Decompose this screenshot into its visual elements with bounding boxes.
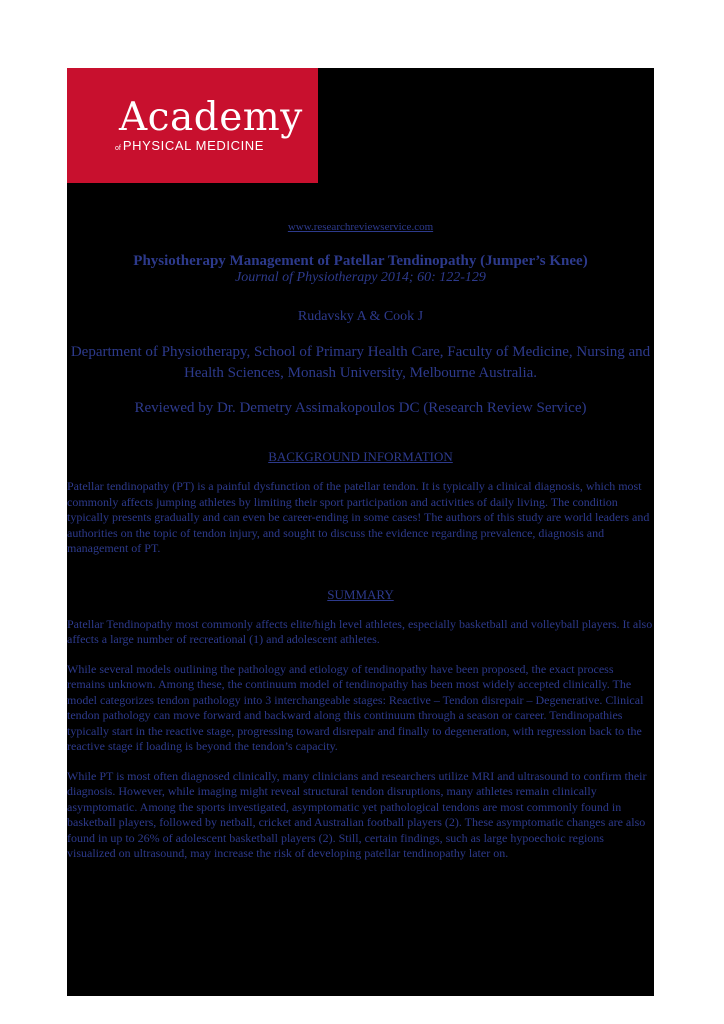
document-page [67,68,654,996]
authors: Rudavsky A & Cook J [297,309,424,324]
summary-paragraph-3: While PT is most often diagnosed clinically, many clinicians and researchers utilize MRI and ultrasound to confirm their diagnosis. However, while imaging might reveal structural tendon disruptions, many athletes remain clinically asymptomatic. Among the sports investigated, asymptomatic yet pathological tendons are most commonly found in basketball players, followed by netball, cricket and Australian football players (2). These asymptomatic changes are also found in up to 26% of adolescent basketball players (2). Still, certain findings, such as large hypoechoic regions visualized on ultrasound, may increase the risk of developing patellar tendinopathy later on. [67,768,647,860]
summary-paragraph-2: While several models outlining the pathology and etiology of tendinopathy have been proposed, the exact process remains unknown. Among these, the continuum model of tendinopathy has been most widely accepted clinically. The model categorizes tendon pathology into 3 interchangeable stages: Reactive – Tendon disrepair – Degenerative. Clinical tendon pathology can move forward and backward along this continuum through a season or career. Tendinopathies typically start in the reactive stage, progressing toward disrepair and finally to degeneration, with regression back to the reactive stage if loading is beyond the tendon’s capacity. [67,661,644,753]
logo-wordmark: Academy [119,95,303,140]
article-title: Physiotherapy Management of Patellar Tendinopathy (Jumper’s Knee) [133,253,588,269]
reviewed-by: Reviewed by Dr. Demetry Assimakopoulos DC (Research Review Service) [134,400,587,416]
department: Department of Physiotherapy, School of Primary Health Care, Faculty of Medicine, Nursing and Health Sciences, Monash University, Melbourne Australia. [70,344,651,381]
summary-heading: SUMMARY [327,586,394,602]
background-heading: BACKGROUND INFORMATION [268,449,453,464]
summary-paragraph-1: Patellar Tendinopathy most commonly affects elite/high level athletes, especially basketball and volleyball players. It also affects a large number of recreational (1) and adolescent athletes. [67,616,653,646]
logo-sub-text: PHYSICAL MEDICINE [122,138,265,153]
journal-citation: Journal of Physiotherapy 2014; 60: 122-129 [235,270,486,285]
website-link[interactable]: www.researchreviewservice.com [287,221,434,233]
logo-of: of [115,145,121,152]
academy-logo [67,68,318,183]
background-paragraph: Patellar tendinopathy (PT) is a painful dysfunction of the patellar tendon. It is typically a clinical diagnosis, which most commonly affects jumping athletes by limiting their sport participation and activities of daily living. The condition typically presents gradually and can even be career-ending in some cases! The authors of this study are world leaders and authorities on the topic of tendon injury, and sought to discuss the evidence regarding prevalence, diagnosis and management of PT. [67,479,650,555]
document-content [67,221,654,862]
logo-subtitle [115,138,264,153]
